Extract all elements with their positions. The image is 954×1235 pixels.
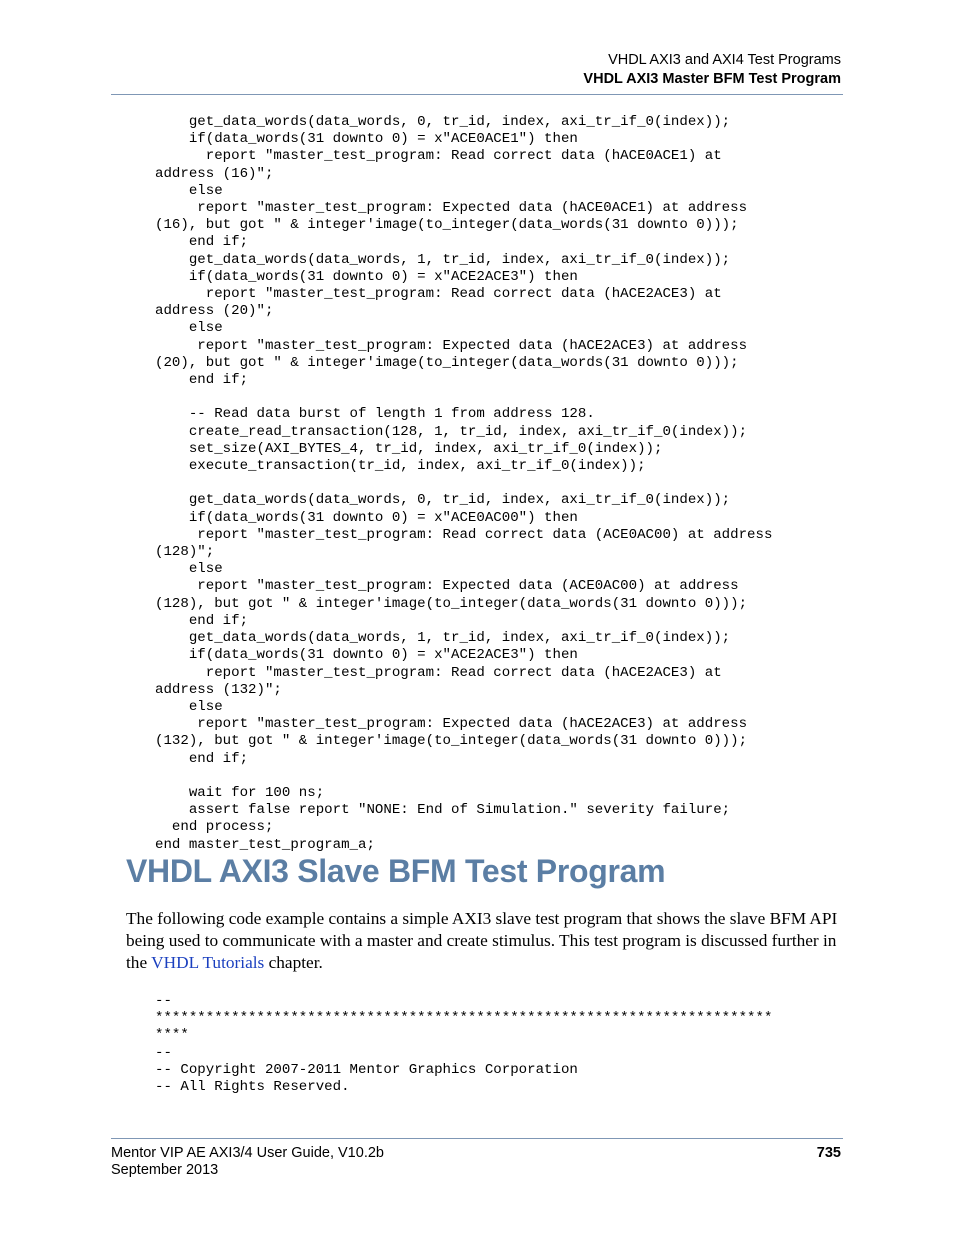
footer-document-title: Mentor VIP AE AXI3/4 User Guide, V10.2b xyxy=(111,1145,384,1161)
page-number: 735 xyxy=(816,1145,841,1161)
header-chapter-title: VHDL AXI3 and AXI4 Test Programs xyxy=(608,52,841,68)
header-divider xyxy=(111,94,843,95)
code-block-slave-program: -- ************************************************************************* **** -- -- Copyright 2007-2011 Mentor Graphics Corporation -- All Rights Reserved. xyxy=(155,993,773,1096)
header-section-title: VHDL AXI3 Master BFM Test Program xyxy=(583,71,841,87)
paragraph-text-after-link: chapter. xyxy=(264,953,323,972)
paragraph-text-before-link: The following code example contains a simple AXI3 slave test program that shows the slave BFM API being used to communicate with a master and create stimulus. This test program is discussed further in the xyxy=(126,909,838,972)
section-heading: VHDL AXI3 Slave BFM Test Program xyxy=(126,853,666,889)
intro-paragraph xyxy=(126,908,846,974)
code-block-master-program: get_data_words(data_words, 0, tr_id, index, axi_tr_if_0(index)); if(data_words(31 downto 0) = x"ACE0ACE1") then report "master_test_program: Read correct data (hACE0ACE1) at address (16)"; else report "master_test_program: Expected data (hACE0ACE1) at address (16), but got " & integer'image(to_integer(data_words(31 downto 0))); end if; get_data_words(data_words, 1, tr_id, index, axi_tr_if_0(index)); if(data_words(31 downto 0) = x"ACE2ACE3") then report "master_test_program: Read correct data (hACE2ACE3) at address (20)"; else report "master_test_program: Expected data (hACE2ACE3) at address (20), but got " & integer'image(to_integer(data_words(31 downto 0))); end if; -- Read data burst of length 1 from address 128. create_read_transaction(128, 1, tr_id, index, axi_tr_if_0(index)); set_size(AXI_BYTES_4, tr_id, index, axi_tr_if_0(index)); execute_transaction(tr_id, index, axi_tr_if_0(index)); get_data_words(data_words, 0, tr_id, index, axi_tr_if_0(index)); if(data_words(31 downto 0) = x"ACE0AC00") then report "master_test_program: Read correct data (ACE0AC00) at address (128)"; else report "master_test_program: Expected data (ACE0AC00) at address (128), but got " & integer'image(to_integer(data_words(31 downto 0))); end if; get_data_words(data_words, 1, tr_id, index, axi_tr_if_0(index)); if(data_words(31 downto 0) = x"ACE2ACE3") then report "master_test_program: Read correct data (hACE2ACE3) at address (132)"; else report "master_test_program: Expected data (hACE2ACE3) at address (132), but got " & integer'image(to_integer(data_words(31 downto 0))); end if; wait for 100 ns; assert false report "NONE: End of Simulation." severity failure; end process; end master_test_program_a; xyxy=(155,114,773,853)
footer-date: September 2013 xyxy=(111,1162,219,1178)
footer-divider xyxy=(111,1138,843,1139)
vhdl-tutorials-link[interactable]: VHDL Tutorials xyxy=(151,953,265,972)
